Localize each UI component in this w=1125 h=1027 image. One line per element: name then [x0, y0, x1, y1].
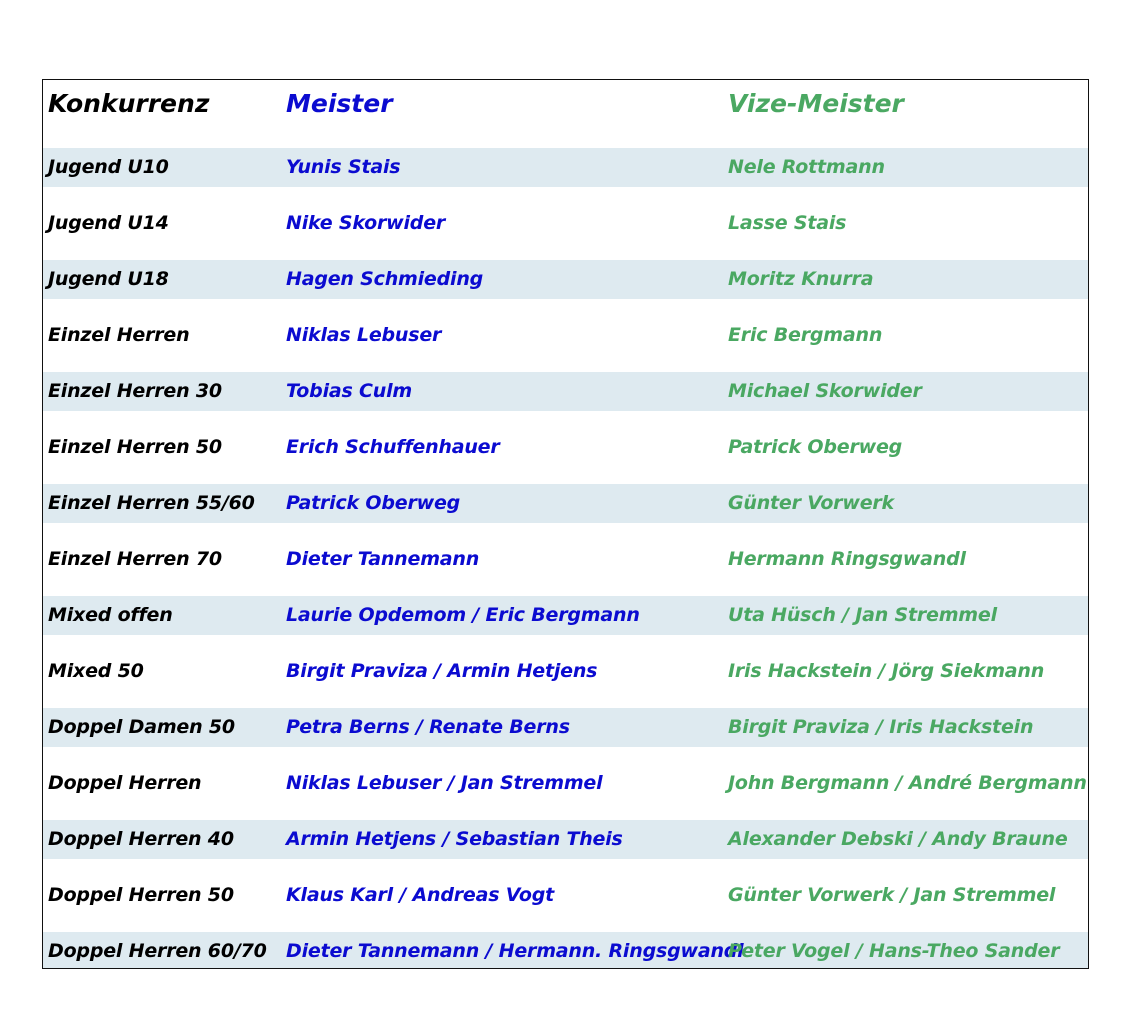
meister-cell: Birgit Praviza / Armin Hetjens	[286, 660, 598, 682]
meister-cell: Tobias Culm	[286, 380, 413, 402]
meister-cell: Dieter Tannemann	[286, 548, 480, 570]
konkurrenz-cell: Doppel Herren 50	[48, 884, 234, 906]
vize-meister-cell: Alexander Debski / Andy Braune	[728, 828, 1068, 850]
table-header-row	[43, 80, 1088, 132]
table-row	[43, 708, 1088, 747]
meister-cell: Yunis Stais	[286, 156, 401, 178]
konkurrenz-cell: Einzel Herren	[48, 324, 190, 346]
konkurrenz-cell: Einzel Herren 70	[48, 548, 222, 570]
vize-meister-cell: Günter Vorwerk / Jan Stremmel	[728, 884, 1056, 906]
vize-meister-cell: Hermann Ringsgwandl	[728, 548, 966, 570]
meister-cell: Klaus Karl / Andreas Vogt	[286, 884, 554, 906]
konkurrenz-cell: Einzel Herren 50	[48, 436, 222, 458]
table-row	[43, 932, 1088, 969]
table-row	[43, 876, 1088, 915]
table-row	[43, 596, 1088, 635]
table-row	[43, 260, 1088, 299]
meister-cell: Laurie Opdemom / Eric Bergmann	[286, 604, 640, 626]
champions-table	[42, 79, 1089, 969]
vize-meister-cell: Birgit Praviza / Iris Hackstein	[728, 716, 1034, 738]
table-row	[43, 148, 1088, 187]
meister-cell: Dieter Tannemann / Hermann. Ringsgwandl	[286, 940, 744, 962]
table-row	[43, 204, 1088, 243]
meister-cell: Erich Schuffenhauer	[286, 436, 500, 458]
meister-cell: Hagen Schmieding	[286, 268, 484, 290]
meister-cell: Petra Berns / Renate Berns	[286, 716, 570, 738]
konkurrenz-cell: Jugend U14	[48, 212, 169, 234]
table-row	[43, 764, 1088, 803]
vize-meister-cell: Patrick Oberweg	[728, 436, 903, 458]
konkurrenz-cell: Doppel Herren 60/70	[48, 940, 267, 962]
table-row	[43, 540, 1088, 579]
vize-meister-cell: Iris Hackstein / Jörg Siekmann	[728, 660, 1045, 682]
meister-cell: Niklas Lebuser	[286, 324, 442, 346]
table-row	[43, 428, 1088, 467]
vize-meister-cell: Michael Skorwider	[728, 380, 922, 402]
header-vize-meister: Vize-Meister	[728, 89, 904, 118]
konkurrenz-cell: Einzel Herren 30	[48, 380, 222, 402]
vize-meister-cell: Peter Vogel / Hans-Theo Sander	[728, 940, 1060, 962]
vize-meister-cell: Nele Rottmann	[728, 156, 885, 178]
vize-meister-cell: Uta Hüsch / Jan Stremmel	[728, 604, 997, 626]
vize-meister-cell: John Bergmann / André Bergmann	[728, 772, 1087, 794]
vize-meister-cell: Günter Vorwerk	[728, 492, 894, 514]
meister-cell: Nike Skorwider	[286, 212, 446, 234]
table-row	[43, 484, 1088, 523]
table-row	[43, 372, 1088, 411]
meister-cell: Niklas Lebuser / Jan Stremmel	[286, 772, 603, 794]
konkurrenz-cell: Doppel Herren	[48, 772, 202, 794]
vize-meister-cell: Moritz Knurra	[728, 268, 874, 290]
meister-cell: Armin Hetjens / Sebastian Theis	[286, 828, 623, 850]
header-konkurrenz: Konkurrenz	[48, 89, 210, 118]
konkurrenz-cell: Doppel Damen 50	[48, 716, 235, 738]
table-row	[43, 820, 1088, 859]
table-row	[43, 316, 1088, 355]
konkurrenz-cell: Mixed offen	[48, 604, 173, 626]
konkurrenz-cell: Mixed 50	[48, 660, 144, 682]
meister-cell: Patrick Oberweg	[286, 492, 461, 514]
header-meister: Meister	[286, 89, 393, 118]
table-row	[43, 652, 1088, 691]
konkurrenz-cell: Jugend U18	[48, 268, 169, 290]
vize-meister-cell: Lasse Stais	[728, 212, 847, 234]
konkurrenz-cell: Jugend U10	[48, 156, 169, 178]
vize-meister-cell: Eric Bergmann	[728, 324, 883, 346]
konkurrenz-cell: Einzel Herren 55/60	[48, 492, 255, 514]
konkurrenz-cell: Doppel Herren 40	[48, 828, 234, 850]
